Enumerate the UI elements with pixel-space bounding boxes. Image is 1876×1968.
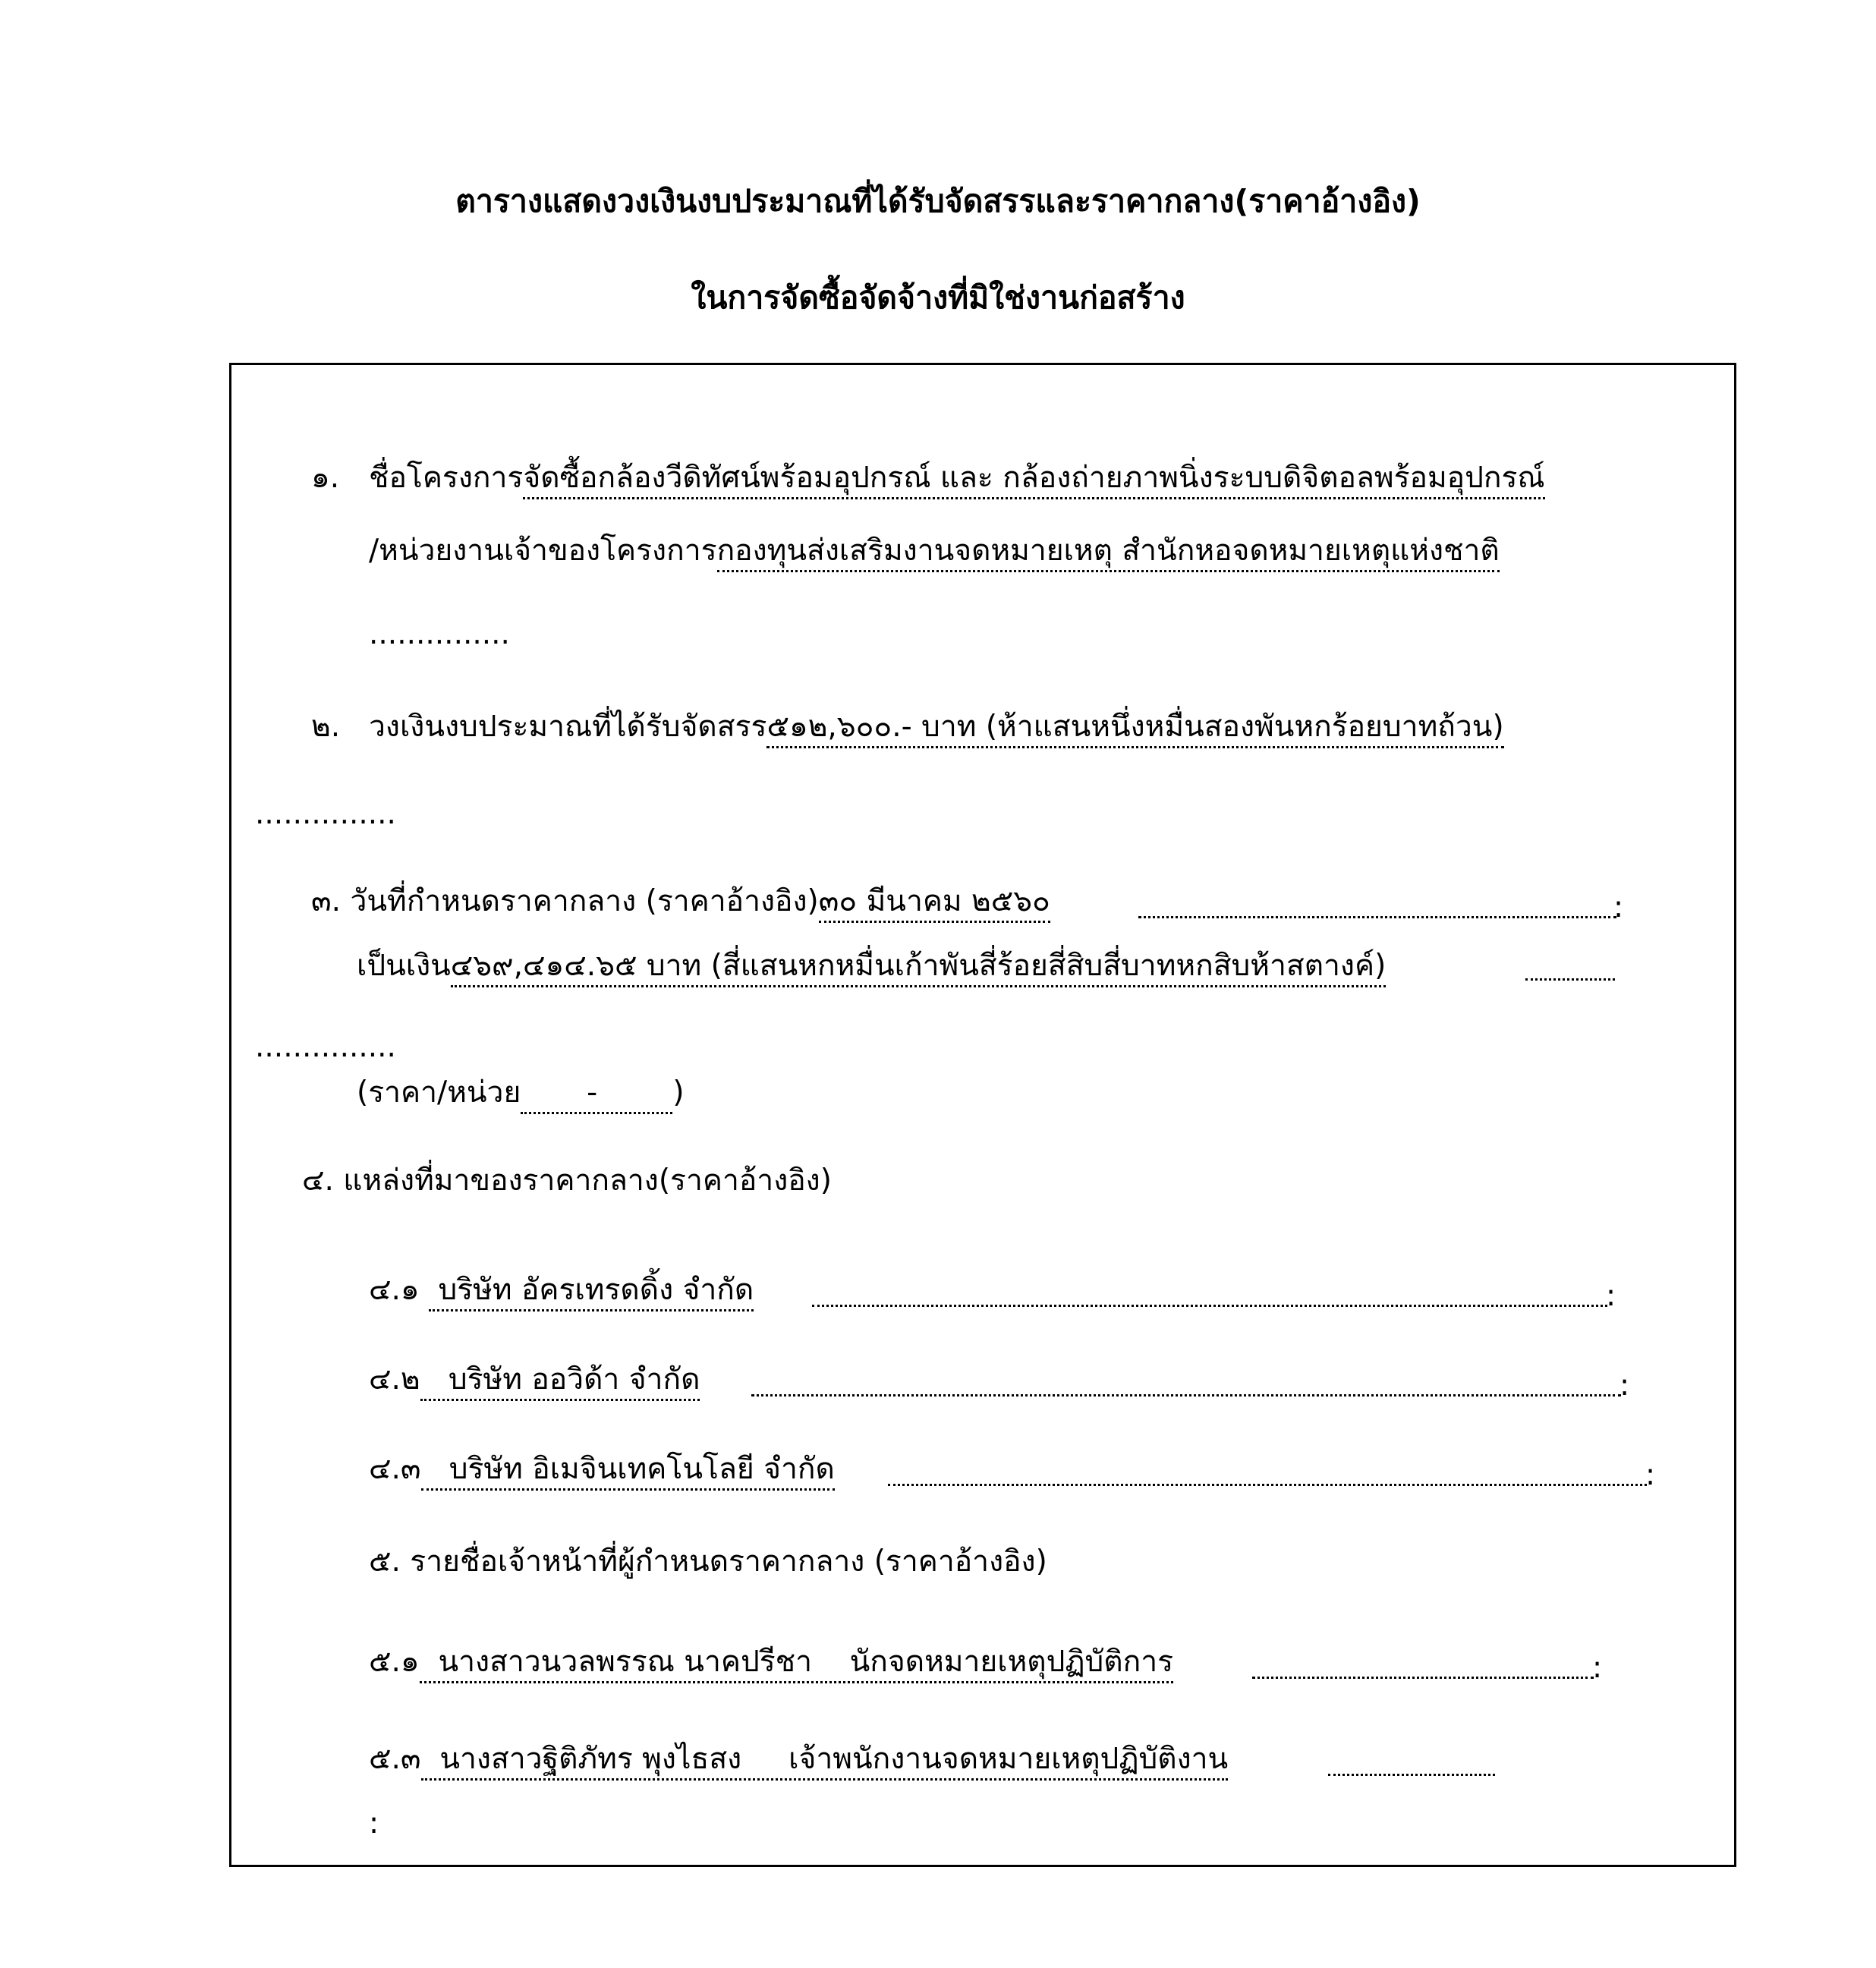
item-1-owner-line [369,530,1500,572]
item-1-number: ๑. [311,461,340,495]
reference-date-value: ๓๐ มีนาคม ๒๕๖๐ [819,883,1050,923]
officer-5-3-dotted-filler [1328,1774,1495,1776]
budget-value: ๕๑๒,๖๐๐.- บาท (ห้าแสนหนึ่งหมื่นสองพันหกร้อยบาทถ้วน) [766,708,1503,748]
source-4-1-colon: : [1606,1279,1616,1313]
amount-dotted-filler [1525,978,1615,981]
officer-5-1-line [369,1641,1173,1683]
source-4-2-dotted-filler [751,1394,1621,1396]
reference-amount-value: ๔๖๙,๔๑๔.๖๕ บาท (สี่แสนหกหมื่นเก้าพันสี่ร้อยสี่สิบสี่บาทหกสิบห้าสตางค์) [451,947,1387,987]
officer-number: ๕.๓ [369,1742,421,1776]
source-number: ๔.๓ [369,1452,421,1486]
item-2-trailing-dots: ............... [255,797,396,831]
unit-price-label: (ราคา/หน่วย [357,1075,521,1110]
project-name-value: จัดซื้อกล้องวีดิทัศน์พร้อมอุปกรณ์ และ กล้องถ่ายภาพนิ่งระบบดิจิตอลพร้อมอุปกรณ์ [523,459,1544,499]
reference-amount-label: เป็นเงิน [357,949,451,983]
project-name-label: ชื่อโครงการ [369,461,524,495]
item-5-heading: ๕. รายชื่อเจ้าหน้าที่ผู้กำหนดราคากลาง (ราคาอ้างอิง) [369,1544,1047,1579]
item-3-unit-price-line [357,1072,685,1114]
item-2-budget-line [369,706,1504,748]
officer-name-position: นางสาวนวลพรรณ นาคปรีชา นักจดหมายเหตุปฏิบัติการ [420,1643,1173,1683]
source-4-3-line [369,1448,835,1491]
item-1-trailing-dots: ............... [369,617,510,651]
source-number: ๔.๒ [369,1362,420,1396]
officer-5-3-colon: : [369,1806,379,1840]
unit-price-value: - [521,1074,672,1114]
item-2-number: ๒. [311,710,341,744]
source-name: บริษัท อัครเทรดดิ้ง จำกัด [429,1271,754,1311]
source-number: ๔.๑ [369,1273,420,1307]
source-4-3-colon: : [1645,1458,1656,1492]
source-4-2-line [369,1359,700,1401]
item-3-trailing-dots: ............... [255,1030,396,1064]
source-4-3-dotted-filler [888,1484,1647,1486]
source-4-1-dotted-filler [812,1305,1607,1307]
officer-number: ๕.๑ [369,1645,420,1679]
project-owner-value: กองทุนส่งเสริมงานจดหมายเหตุ สำนักหอจดหมายเหตุแห่งชาติ [717,532,1500,572]
source-4-2-colon: : [1619,1368,1630,1403]
item-1-project-line [369,457,1545,499]
source-name: บริษัท ออวิด้า จำกัด [420,1361,700,1401]
project-owner-label: /หน่วยงานเจ้าของโครงการ [369,534,717,568]
document-title-line-2: ในการจัดซื้อจัดจ้างที่มิใช่งานก่อสร้าง [691,279,1185,316]
reference-date-label: ๓. วันที่กำหนดราคากลาง (ราคาอ้างอิง) [311,884,819,918]
date-line-colon: : [1613,890,1624,924]
officer-name-position: นางสาวฐิติภัทร พุงไธสง เจ้าพนักงานจดหมายเหตุปฏิบัติงาน [421,1740,1229,1781]
item-3-date-line [311,880,1050,923]
date-dotted-filler [1138,916,1616,918]
budget-label: วงเงินงบประมาณที่ได้รับจัดสรร [369,710,767,744]
officer-5-3-line [369,1738,1228,1781]
unit-price-close: ) [672,1075,685,1110]
source-4-1-line [369,1269,754,1311]
officer-5-1-dotted-filler [1252,1677,1594,1679]
item-3-amount-line [357,945,1386,987]
officer-5-1-colon: : [1592,1651,1603,1685]
source-name: บริษัท อิเมจินเทคโนโลยี จำกัด [421,1450,835,1491]
item-4-heading: ๔. แหล่งที่มาของราคากลาง(ราคาอ้างอิง) [302,1163,832,1198]
document-title-line-1: ตารางแสดงวงเงินงบประมาณที่ได้รับจัดสรรและราคากลาง(ราคาอ้างอิง) [455,183,1421,219]
